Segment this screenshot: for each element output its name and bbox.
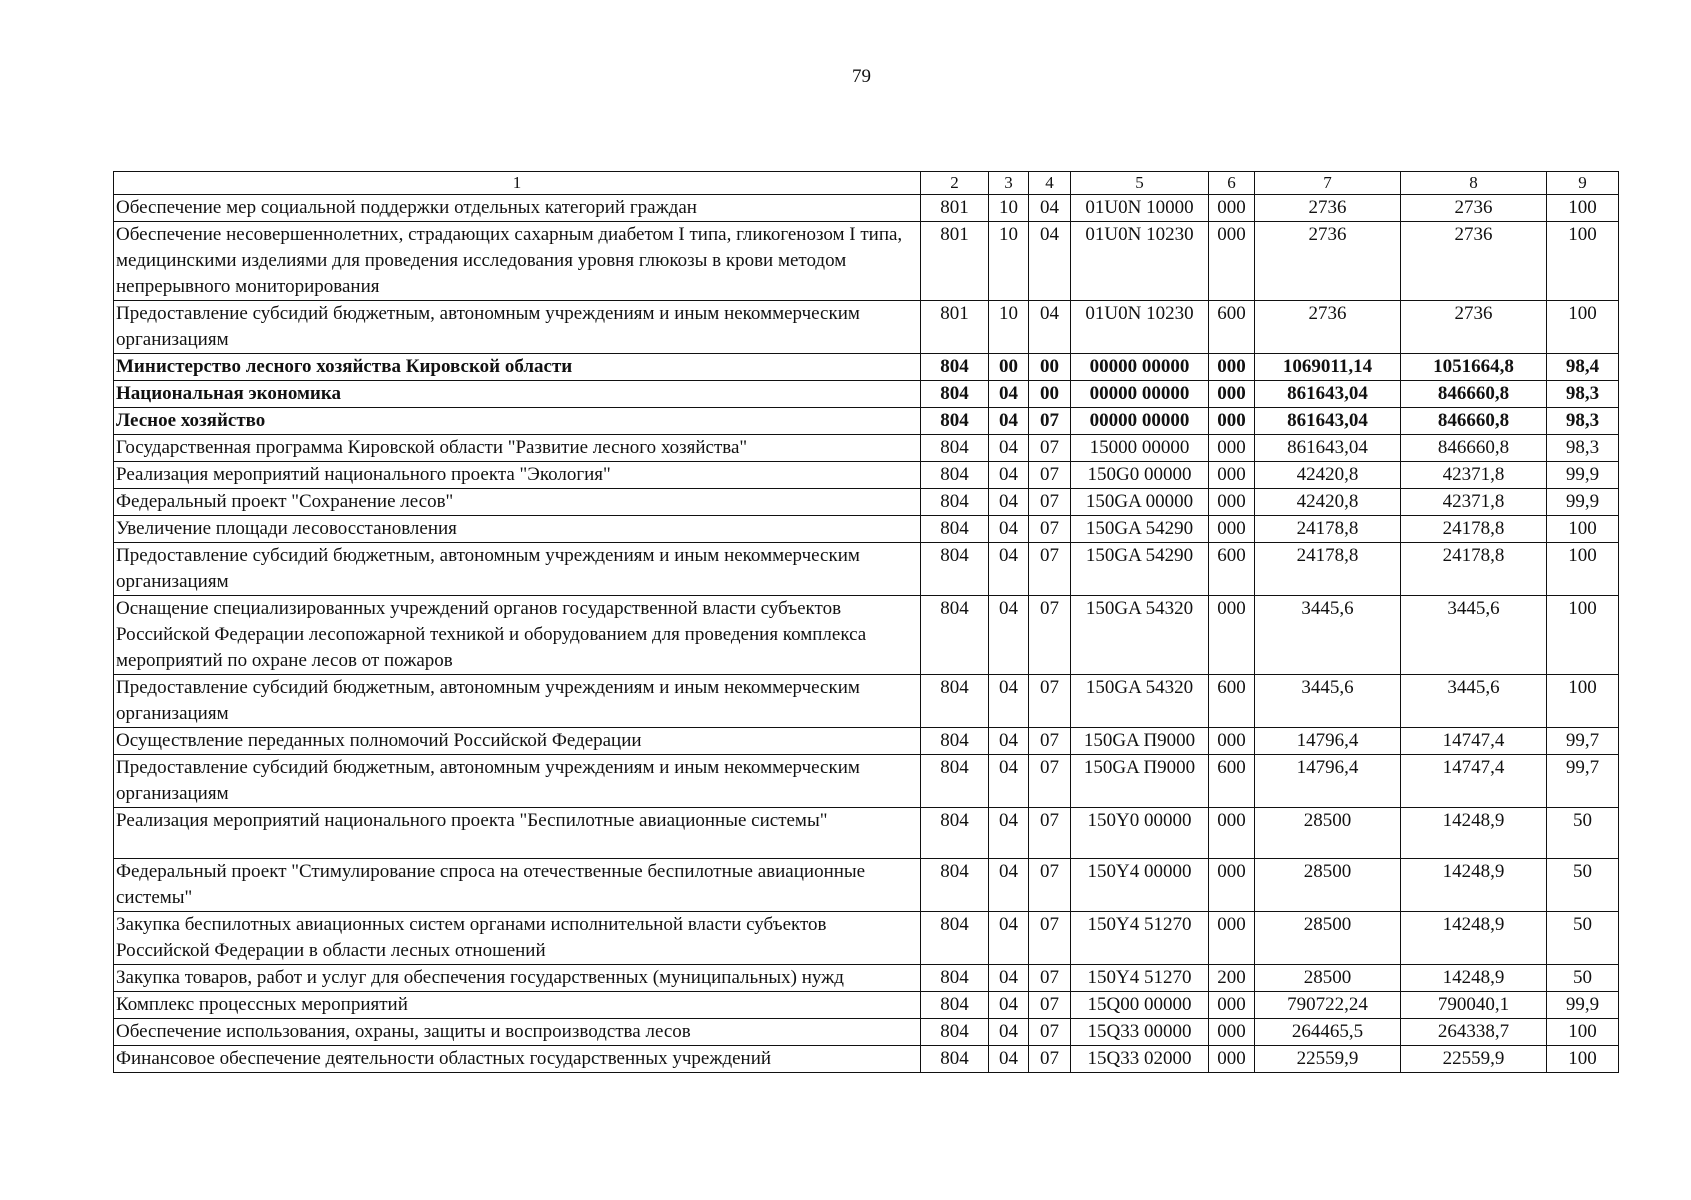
row-expense-type: 000 xyxy=(1209,1019,1255,1046)
header-cell: 9 xyxy=(1547,172,1619,195)
row-subsection: 07 xyxy=(1029,728,1071,755)
row-section: 10 xyxy=(989,301,1029,354)
row-admin-code: 804 xyxy=(921,435,989,462)
row-target-code: 15000 00000 xyxy=(1071,435,1209,462)
row-subsection: 07 xyxy=(1029,859,1071,912)
row-subsection: 00 xyxy=(1029,381,1071,408)
table-row xyxy=(114,912,1619,965)
row-percent: 100 xyxy=(1547,516,1619,543)
row-planned: 24178,8 xyxy=(1255,516,1401,543)
table-row xyxy=(114,965,1619,992)
row-percent: 50 xyxy=(1547,859,1619,912)
row-section: 04 xyxy=(989,675,1029,728)
row-executed: 2736 xyxy=(1401,301,1547,354)
table-row xyxy=(114,489,1619,516)
row-admin-code: 804 xyxy=(921,728,989,755)
row-executed: 24178,8 xyxy=(1401,516,1547,543)
row-subsection: 07 xyxy=(1029,675,1071,728)
header-cell: 3 xyxy=(989,172,1029,195)
row-planned: 2736 xyxy=(1255,222,1401,301)
row-subsection: 07 xyxy=(1029,462,1071,489)
row-executed: 22559,9 xyxy=(1401,1046,1547,1073)
row-name: Обеспечение мер социальной поддержки отдельных категорий граждан xyxy=(114,195,921,222)
row-planned: 28500 xyxy=(1255,808,1401,859)
row-planned: 861643,04 xyxy=(1255,381,1401,408)
row-percent: 98,4 xyxy=(1547,354,1619,381)
header-cell: 7 xyxy=(1255,172,1401,195)
table-row xyxy=(114,195,1619,222)
row-subsection: 04 xyxy=(1029,222,1071,301)
row-name: Реализация мероприятий национального проекта "Экология" xyxy=(114,462,921,489)
row-planned: 790722,24 xyxy=(1255,992,1401,1019)
row-admin-code: 804 xyxy=(921,965,989,992)
row-planned: 2736 xyxy=(1255,195,1401,222)
row-target-code: 150G0 00000 xyxy=(1071,462,1209,489)
row-expense-type: 000 xyxy=(1209,354,1255,381)
row-name: Федеральный проект "Сохранение лесов" xyxy=(114,489,921,516)
row-executed: 14248,9 xyxy=(1401,808,1547,859)
row-executed: 2736 xyxy=(1401,222,1547,301)
row-name: Министерство лесного хозяйства Кировской области xyxy=(114,354,921,381)
row-name: Предоставление субсидий бюджетным, автономным учреждениям и иным некоммерческим организациям xyxy=(114,755,921,808)
row-name: Предоставление субсидий бюджетным, автономным учреждениям и иным некоммерческим организациям xyxy=(114,301,921,354)
table-row xyxy=(114,222,1619,301)
table-row xyxy=(114,381,1619,408)
row-section: 04 xyxy=(989,596,1029,675)
header-cell: 6 xyxy=(1209,172,1255,195)
table-row xyxy=(114,596,1619,675)
row-section: 04 xyxy=(989,489,1029,516)
row-planned: 28500 xyxy=(1255,859,1401,912)
row-expense-type: 600 xyxy=(1209,543,1255,596)
row-subsection: 04 xyxy=(1029,301,1071,354)
row-admin-code: 804 xyxy=(921,1019,989,1046)
row-percent: 98,3 xyxy=(1547,435,1619,462)
row-section: 04 xyxy=(989,728,1029,755)
row-executed: 264338,7 xyxy=(1401,1019,1547,1046)
row-target-code: 150GA П9000 xyxy=(1071,755,1209,808)
row-expense-type: 000 xyxy=(1209,381,1255,408)
row-name: Увеличение площади лесовосстановления xyxy=(114,516,921,543)
row-name: Обеспечение использования, охраны, защиты и воспроизводства лесов xyxy=(114,1019,921,1046)
row-expense-type: 000 xyxy=(1209,992,1255,1019)
row-name: Закупка товаров, работ и услуг для обеспечения государственных (муниципальных) нужд xyxy=(114,965,921,992)
row-planned: 3445,6 xyxy=(1255,596,1401,675)
row-section: 04 xyxy=(989,912,1029,965)
row-name: Финансовое обеспечение деятельности областных государственных учреждений xyxy=(114,1046,921,1073)
header-row xyxy=(114,172,1619,195)
row-name: Федеральный проект "Стимулирование спроса на отечественные беспилотные авиационные системы" xyxy=(114,859,921,912)
row-admin-code: 804 xyxy=(921,675,989,728)
row-expense-type: 000 xyxy=(1209,462,1255,489)
row-admin-code: 804 xyxy=(921,462,989,489)
table-row xyxy=(114,859,1619,912)
row-name: Реализация мероприятий национального проекта "Беспилотные авиационные системы" xyxy=(114,808,921,859)
table-row xyxy=(114,992,1619,1019)
row-subsection: 07 xyxy=(1029,1019,1071,1046)
row-subsection: 07 xyxy=(1029,435,1071,462)
row-target-code: 150GA 54320 xyxy=(1071,596,1209,675)
row-executed: 1051664,8 xyxy=(1401,354,1547,381)
row-executed: 846660,8 xyxy=(1401,381,1547,408)
table-row xyxy=(114,354,1619,381)
row-percent: 99,9 xyxy=(1547,992,1619,1019)
row-admin-code: 804 xyxy=(921,381,989,408)
row-admin-code: 804 xyxy=(921,408,989,435)
row-percent: 100 xyxy=(1547,596,1619,675)
row-admin-code: 801 xyxy=(921,195,989,222)
row-target-code: 01U0N 10230 xyxy=(1071,222,1209,301)
row-subsection: 07 xyxy=(1029,543,1071,596)
row-percent: 99,7 xyxy=(1547,728,1619,755)
row-section: 04 xyxy=(989,808,1029,859)
row-target-code: 150GA 54290 xyxy=(1071,516,1209,543)
row-planned: 28500 xyxy=(1255,965,1401,992)
row-executed: 14747,4 xyxy=(1401,728,1547,755)
table-row xyxy=(114,1019,1619,1046)
table-row xyxy=(114,675,1619,728)
row-section: 04 xyxy=(989,435,1029,462)
row-percent: 98,3 xyxy=(1547,381,1619,408)
row-expense-type: 000 xyxy=(1209,435,1255,462)
row-percent: 100 xyxy=(1547,195,1619,222)
row-section: 04 xyxy=(989,516,1029,543)
row-target-code: 01U0N 10000 xyxy=(1071,195,1209,222)
page-number: 79 xyxy=(852,66,871,87)
row-planned: 28500 xyxy=(1255,912,1401,965)
row-admin-code: 804 xyxy=(921,755,989,808)
row-target-code: 01U0N 10230 xyxy=(1071,301,1209,354)
row-name: Предоставление субсидий бюджетным, автономным учреждениям и иным некоммерческим организациям xyxy=(114,543,921,596)
row-percent: 50 xyxy=(1547,912,1619,965)
table-row xyxy=(114,1046,1619,1073)
table-body xyxy=(114,172,1619,1073)
row-subsection: 07 xyxy=(1029,1046,1071,1073)
row-planned: 22559,9 xyxy=(1255,1046,1401,1073)
row-executed: 14248,9 xyxy=(1401,859,1547,912)
row-executed: 14248,9 xyxy=(1401,912,1547,965)
row-section: 04 xyxy=(989,543,1029,596)
table-row xyxy=(114,728,1619,755)
row-subsection: 00 xyxy=(1029,354,1071,381)
row-target-code: 00000 00000 xyxy=(1071,354,1209,381)
row-admin-code: 804 xyxy=(921,543,989,596)
row-subsection: 07 xyxy=(1029,596,1071,675)
row-section: 04 xyxy=(989,755,1029,808)
row-name: Комплекс процессных мероприятий xyxy=(114,992,921,1019)
row-section: 00 xyxy=(989,354,1029,381)
row-expense-type: 000 xyxy=(1209,1046,1255,1073)
row-percent: 100 xyxy=(1547,222,1619,301)
row-expense-type: 000 xyxy=(1209,222,1255,301)
row-planned: 861643,04 xyxy=(1255,408,1401,435)
row-percent: 100 xyxy=(1547,1019,1619,1046)
row-section: 10 xyxy=(989,195,1029,222)
row-target-code: 150GA 54320 xyxy=(1071,675,1209,728)
header-cell: 8 xyxy=(1401,172,1547,195)
row-planned: 861643,04 xyxy=(1255,435,1401,462)
row-target-code: 15Q00 00000 xyxy=(1071,992,1209,1019)
header-cell: 5 xyxy=(1071,172,1209,195)
header-cell: 2 xyxy=(921,172,989,195)
row-subsection: 07 xyxy=(1029,408,1071,435)
row-planned: 2736 xyxy=(1255,301,1401,354)
row-admin-code: 804 xyxy=(921,1046,989,1073)
table-row xyxy=(114,516,1619,543)
row-admin-code: 804 xyxy=(921,992,989,1019)
row-name: Осуществление переданных полномочий Российской Федерации xyxy=(114,728,921,755)
row-expense-type: 600 xyxy=(1209,301,1255,354)
row-admin-code: 804 xyxy=(921,912,989,965)
row-percent: 100 xyxy=(1547,1046,1619,1073)
row-target-code: 00000 00000 xyxy=(1071,408,1209,435)
header-cell: 4 xyxy=(1029,172,1071,195)
row-subsection: 07 xyxy=(1029,965,1071,992)
row-executed: 14248,9 xyxy=(1401,965,1547,992)
row-percent: 99,9 xyxy=(1547,489,1619,516)
row-expense-type: 000 xyxy=(1209,516,1255,543)
row-subsection: 07 xyxy=(1029,912,1071,965)
row-admin-code: 801 xyxy=(921,222,989,301)
row-executed: 42371,8 xyxy=(1401,462,1547,489)
row-executed: 24178,8 xyxy=(1401,543,1547,596)
row-planned: 264465,5 xyxy=(1255,1019,1401,1046)
row-target-code: 150Y4 51270 xyxy=(1071,912,1209,965)
row-expense-type: 200 xyxy=(1209,965,1255,992)
row-percent: 50 xyxy=(1547,808,1619,859)
row-name: Национальная экономика xyxy=(114,381,921,408)
row-target-code: 150GA П9000 xyxy=(1071,728,1209,755)
row-expense-type: 000 xyxy=(1209,195,1255,222)
row-expense-type: 000 xyxy=(1209,596,1255,675)
row-planned: 3445,6 xyxy=(1255,675,1401,728)
row-executed: 3445,6 xyxy=(1401,675,1547,728)
row-admin-code: 804 xyxy=(921,596,989,675)
row-subsection: 07 xyxy=(1029,808,1071,859)
row-section: 04 xyxy=(989,1019,1029,1046)
row-executed: 3445,6 xyxy=(1401,596,1547,675)
row-admin-code: 804 xyxy=(921,516,989,543)
row-name: Оснащение специализированных учреждений органов государственной власти субъектов Российской Федерации лесопожарной техникой и оборудованием для проведения комплекса мероприятий по охране лесов от пожаров xyxy=(114,596,921,675)
row-subsection: 07 xyxy=(1029,992,1071,1019)
row-target-code: 15Q33 00000 xyxy=(1071,1019,1209,1046)
row-section: 04 xyxy=(989,1046,1029,1073)
row-percent: 100 xyxy=(1547,301,1619,354)
table-row xyxy=(114,301,1619,354)
row-expense-type: 600 xyxy=(1209,675,1255,728)
row-percent: 50 xyxy=(1547,965,1619,992)
row-planned: 42420,8 xyxy=(1255,489,1401,516)
row-admin-code: 804 xyxy=(921,489,989,516)
row-target-code: 150GA 54290 xyxy=(1071,543,1209,596)
row-expense-type: 600 xyxy=(1209,755,1255,808)
row-target-code: 150Y0 00000 xyxy=(1071,808,1209,859)
row-planned: 14796,4 xyxy=(1255,755,1401,808)
row-section: 04 xyxy=(989,859,1029,912)
row-name: Предоставление субсидий бюджетным, автономным учреждениям и иным некоммерческим организациям xyxy=(114,675,921,728)
row-target-code: 00000 00000 xyxy=(1071,381,1209,408)
row-expense-type: 000 xyxy=(1209,912,1255,965)
table-row xyxy=(114,408,1619,435)
row-expense-type: 000 xyxy=(1209,859,1255,912)
row-percent: 100 xyxy=(1547,675,1619,728)
row-percent: 99,9 xyxy=(1547,462,1619,489)
header-cell: 1 xyxy=(114,172,921,195)
row-subsection: 07 xyxy=(1029,489,1071,516)
table-row xyxy=(114,543,1619,596)
budget-table xyxy=(113,171,1619,1073)
table-row xyxy=(114,755,1619,808)
row-section: 10 xyxy=(989,222,1029,301)
row-name: Закупка беспилотных авиационных систем органами исполнительной власти субъектов Российской Федерации в области лесных отношений xyxy=(114,912,921,965)
row-executed: 846660,8 xyxy=(1401,435,1547,462)
row-percent: 99,7 xyxy=(1547,755,1619,808)
row-admin-code: 804 xyxy=(921,354,989,381)
row-executed: 42371,8 xyxy=(1401,489,1547,516)
table-row xyxy=(114,435,1619,462)
row-expense-type: 000 xyxy=(1209,728,1255,755)
row-executed: 14747,4 xyxy=(1401,755,1547,808)
row-section: 04 xyxy=(989,462,1029,489)
row-executed: 790040,1 xyxy=(1401,992,1547,1019)
row-name: Обеспечение несовершеннолетних, страдающих сахарным диабетом I типа, гликогенозом I типа, медицинскими изделиями для проведения исследования уровня глюкозы в крови методом непрерывного мониторирования xyxy=(114,222,921,301)
row-section: 04 xyxy=(989,992,1029,1019)
row-target-code: 150GA 00000 xyxy=(1071,489,1209,516)
row-section: 04 xyxy=(989,381,1029,408)
row-section: 04 xyxy=(989,965,1029,992)
row-name: Лесное хозяйство xyxy=(114,408,921,435)
row-admin-code: 804 xyxy=(921,808,989,859)
row-subsection: 04 xyxy=(1029,195,1071,222)
row-admin-code: 801 xyxy=(921,301,989,354)
row-target-code: 15Q33 02000 xyxy=(1071,1046,1209,1073)
row-planned: 14796,4 xyxy=(1255,728,1401,755)
row-percent: 100 xyxy=(1547,543,1619,596)
row-target-code: 150Y4 51270 xyxy=(1071,965,1209,992)
row-planned: 42420,8 xyxy=(1255,462,1401,489)
row-expense-type: 000 xyxy=(1209,489,1255,516)
row-planned: 1069011,14 xyxy=(1255,354,1401,381)
table-row xyxy=(114,462,1619,489)
row-expense-type: 000 xyxy=(1209,408,1255,435)
row-subsection: 07 xyxy=(1029,755,1071,808)
row-expense-type: 000 xyxy=(1209,808,1255,859)
row-section: 04 xyxy=(989,408,1029,435)
row-percent: 98,3 xyxy=(1547,408,1619,435)
row-planned: 24178,8 xyxy=(1255,543,1401,596)
row-executed: 2736 xyxy=(1401,195,1547,222)
row-subsection: 07 xyxy=(1029,516,1071,543)
row-name: Государственная программа Кировской области "Развитие лесного хозяйства" xyxy=(114,435,921,462)
row-target-code: 150Y4 00000 xyxy=(1071,859,1209,912)
row-admin-code: 804 xyxy=(921,859,989,912)
row-executed: 846660,8 xyxy=(1401,408,1547,435)
table-row xyxy=(114,808,1619,859)
